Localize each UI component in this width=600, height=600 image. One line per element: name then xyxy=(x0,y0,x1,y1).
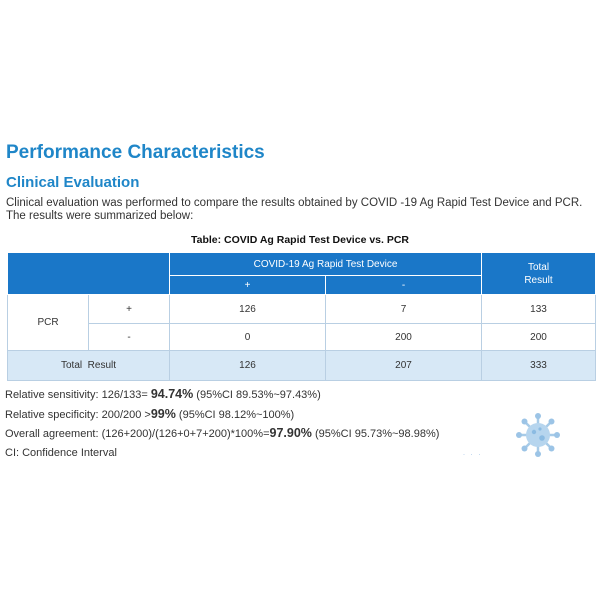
agreement-ci: (95%CI 95.73%~98.98%) xyxy=(311,428,440,440)
section-title: Clinical Evaluation xyxy=(6,174,140,191)
agreement-prefix: Overall agreement: (126+200)/(126+0+7+200)*100%= xyxy=(5,428,270,440)
device-header: COVID-19 Ag Rapid Test Device xyxy=(170,253,482,276)
specificity-prefix: Relative specificity: 200/200 > xyxy=(5,408,151,421)
intro-paragraph xyxy=(6,197,596,223)
performance-table xyxy=(7,252,596,381)
sensitivity-line xyxy=(5,385,439,405)
decorative-dots: · · · xyxy=(463,452,483,458)
agreement-value: 97.90% xyxy=(269,426,312,440)
value-cell: 200 xyxy=(326,324,482,351)
agreement-line xyxy=(5,424,439,444)
sensitivity-value: 94.74% xyxy=(150,387,194,401)
grand-total-cell: 333 xyxy=(482,351,596,381)
total-positive-cell: 126 xyxy=(170,351,326,381)
table-caption: Table: COVID Ag Rapid Test Device vs. PCR xyxy=(190,234,410,246)
value-cell: 0 xyxy=(170,324,326,351)
table-row xyxy=(8,324,596,351)
total-row-label: Total Result xyxy=(8,351,170,381)
specificity-line xyxy=(5,405,439,425)
sensitivity-ci: (95%CI 89.53%~97.43%) xyxy=(193,389,321,401)
specificity-ci: (95%CI 98.12%~100%) xyxy=(175,408,295,421)
sensitivity-prefix: Relative sensitivity: 126/133= xyxy=(5,389,151,401)
specificity-value: 99% xyxy=(150,406,176,421)
total-header xyxy=(482,253,596,295)
intro-line-2: The results were summarized below: xyxy=(6,210,194,222)
pcr-sign-cell: - xyxy=(89,324,170,351)
table-row xyxy=(8,295,596,324)
total-negative-cell: 207 xyxy=(326,351,482,381)
row-total-cell: 133 xyxy=(482,295,596,324)
total-header-label: Total Result xyxy=(524,261,553,286)
page-title: Performance Characteristics xyxy=(6,142,265,163)
virus-icon xyxy=(515,412,561,463)
device-positive-header: + xyxy=(170,276,326,295)
value-cell: 126 xyxy=(170,295,326,324)
total-row xyxy=(8,351,596,381)
value-cell: 7 xyxy=(326,295,482,324)
device-negative-header: - xyxy=(326,276,482,295)
pcr-sign-cell: + xyxy=(89,295,170,324)
intro-line-1: Clinical evaluation was performed to compare the results obtained by COVID -19 Ag Rapid Test Device and PCR. xyxy=(6,197,583,209)
ci-note: CI: Confidence Interval xyxy=(5,446,117,459)
row-total-cell: 200 xyxy=(482,324,596,351)
results-notes xyxy=(5,385,439,462)
pcr-label: PCR xyxy=(8,295,89,351)
header-blank-cell xyxy=(8,253,170,295)
